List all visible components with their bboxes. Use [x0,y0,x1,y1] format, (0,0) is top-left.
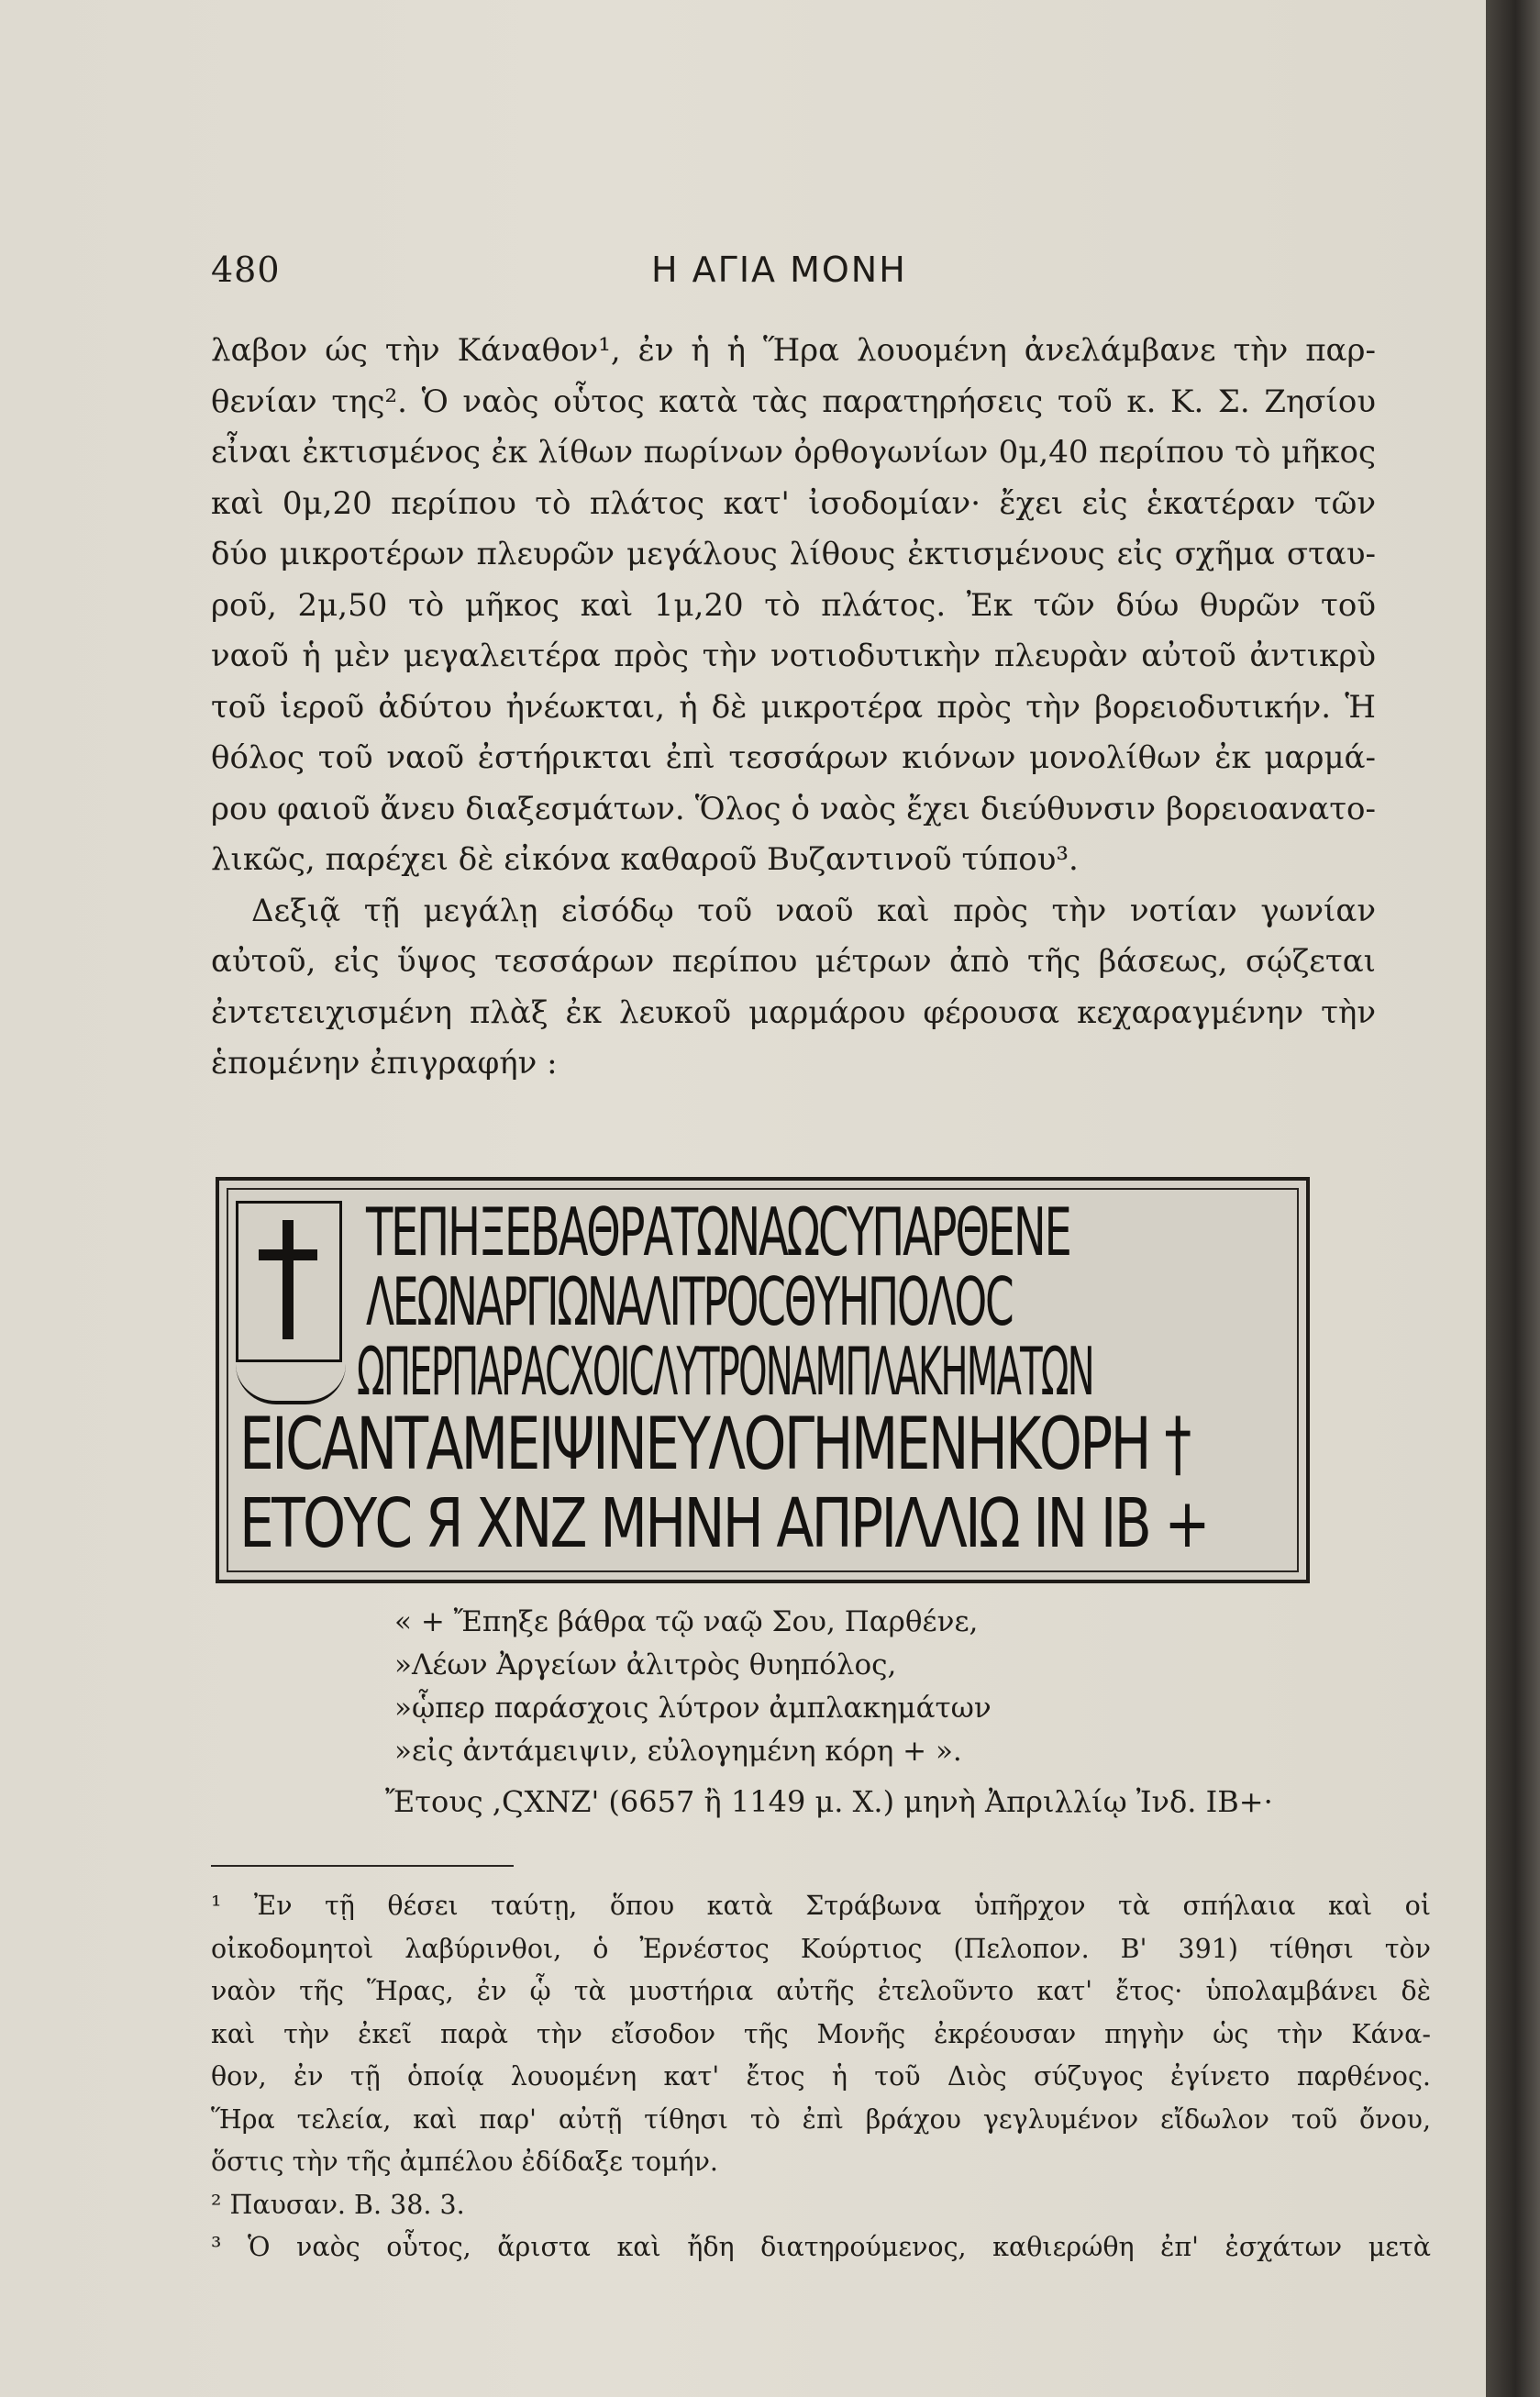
verse-line: « + Ἔπηξε βάθρα τῷ ναῷ Σου, Παρθένε, [394,1605,979,1638]
footnote-line: ³ Ὁ ναὸς οὗτος, ἄριστα καὶ ἤδη διατηρούμενος, καθιερώθη ἐπ' ἐσχάτων μετὰ [211,2232,1431,2262]
text-line: ἑπομένην ἐπιγραφήν : [211,1045,558,1082]
text-line: θόλος τοῦ ναοῦ ἐστήρικται ἐπὶ τεσσάρων κιόνων μονολίθων ἐκ μαρμά- [211,739,1376,776]
page-header [211,250,1367,305]
inscription-line: ΕΙCΑΝΤΑΜΕΙΨΙΝΕΥΛΟΓΗΜΕΝΗΚΟΡΗ † [239,1404,1190,1486]
footnote-line: καὶ τὴν ἐκεῖ παρὰ τὴν εἴσοδον τῆς Μονῆς ἐκρέουσαν πηγὴν ὡς τὴν Κάνα- [211,2018,1431,2049]
verse-line: »ᾧπερ παράσχοις λύτρον ἀμπλακημάτων [394,1692,992,1725]
text-line: θενίαν της². Ὁ ναὸς οὗτος κατὰ τὰς παρατηρήσεις τοῦ κ. Κ. Σ. Ζησίου [211,383,1376,420]
inscription-line: ΤΕΠΗΞΕΒΑΘΡΑΤΩΝΑΩCΥΠΑΡΘΕΝΕ [366,1193,1070,1271]
inscription-line: ΕΤΟΥC Я ΧΝΖ ΜΗΝΗ ΑΠΡΙΛΛΙΩ ΙΝ ΙΒ + [239,1484,1208,1563]
date-line: Ἔτους ,ϚΧΝΖ' (6657 ἢ 1149 μ. Χ.) μηνὴ Ἀπριλλίῳ Ἰνδ. ΙΒ+· [385,1784,1273,1819]
text-line: ἐντετειχισμένη πλὰξ ἐκ λευκοῦ μαρμάρου φέρουσα κεχαραγμένην τὴν [211,993,1376,1031]
text-line: Δεξιᾷ τῇ μεγάλῃ εἰσόδῳ τοῦ ναοῦ καὶ πρὸς τὴν νοτίαν γωνίαν [251,892,1376,929]
main-text [211,326,1376,1090]
text-line: ρου φαιοῦ ἄνευ διαξεσμάτων. Ὅλος ὁ ναὸς ἔχει διεύθυνσιν βορειοανατο- [211,790,1376,827]
footnote-line: θον, ἐν τῇ ὁποίᾳ λουομένη κατ' ἔτος ἡ τοῦ Διὸς σύζυγος ἐγίνετο παρθένος. [211,2061,1431,2092]
text-line: δύο μικροτέρων πλευρῶν μεγάλους λίθους ἐκτισμένους εἰς σχῆμα σταυ- [211,536,1376,572]
inscription-line: ΛΕΩΝΑΡΓΙΩΝΑΛΙΤΡΟCΘΥΗΠΟΛΟC [366,1263,1013,1340]
text-line: αὐτοῦ, εἰς ὕψος τεσσάρων περίπου μέτρων ἀπὸ τῆς βάσεως, σῴζεται [211,943,1376,980]
cross-icon [236,1201,342,1362]
footnote-line: ὅστις τὴν τῆς ἀμπέλου ἐδίδαξε τομήν. [211,2147,718,2177]
running-title: Η ΑΓΙΑ ΜΟΝΗ [651,250,907,290]
footnote-divider [211,1865,514,1867]
text-line: ναοῦ ἡ μὲν μεγαλειτέρα πρὸς τὴν νοτιοδυτικὴν πλευρὰν αὐτοῦ ἀντικρὺ [211,638,1376,674]
footnote-line: Ἥρα τελεία, καὶ παρ' αὐτῇ τίθησι τὸ ἐπὶ βράχου γεγλυμένον εἴδωλον τοῦ ὄνου, [211,2103,1431,2135]
footnote-line: οἰκοδομητοὶ λαβύρινθοι, ὁ Ἐρνέστος Κούρτιος (Πελοπον. Β' 391) τίθησι τὸν [211,1933,1431,1964]
footnote-line: ναὸν τῆς Ἥρας, ἐν ᾧ τὰ μυστήρια αὐτῆς ἐτελοῦντο κατ' ἔτος· ὑπολαμβάνει δὲ [211,1976,1431,2006]
inscription-line: ΩΠΕΡΠΑΡΑCΧΟΙCΛΥΤΡΟΝΑΜΠΛΑΚΗΜΑΤΩΝ [357,1333,1093,1410]
inscription-transcription [394,1601,1220,1773]
verse-line: »εἰς ἀντάμειψιν, εὐλογημένη κόρη + ». [394,1735,962,1768]
footnotes [211,1885,1431,2269]
text-line: λαβον ώς τὴν Κάναθον¹, ἐν ἡ ἡ Ἥρα λουομένη ἀνελάμβανε τὴν παρ- [211,332,1376,369]
text-line: εἶναι ἐκτισμένος ἐκ λίθων πωρίνων ὀρθογωνίων 0μ,40 περίπου τὸ μῆκος [211,434,1376,471]
verse-line: »Λέων Ἀργείων ἀλιτρὸς θυηπόλος, [394,1648,897,1681]
footnote-line: ¹ Ἐν τῇ θέσει ταύτῃ, ὅπου κατὰ Στράβωνα ὑπῆρχον τὰ σπήλαια καὶ οἱ [211,1891,1431,1921]
text-line: λικῶς, παρέχει δὲ εἰκόνα καθαροῦ Βυζαντινοῦ τύπου³. [211,841,1079,878]
footnote-line: ² Παυσαν. Β. 38. 3. [211,2189,465,2220]
inscription-drawing [216,1177,1310,1583]
text-line: ροῦ, 2μ,50 τὸ μῆκος καὶ 1μ,20 τὸ πλάτος. Ἐκ τῶν δύω θυρῶν τοῦ [211,586,1376,624]
text-line: καὶ 0μ,20 περίπου τὸ πλάτος κατ' ἰσοδομίαν· ἔχει εἰς ἑκατέραν τῶν [211,484,1376,522]
text-line: τοῦ ἱεροῦ ἀδύτου ἠνέωκται, ἡ δὲ μικροτέρα πρὸς τὴν βορειοδυτικήν. Ἡ [211,688,1376,726]
page-number: 480 [211,250,281,290]
book-spine-edge [1486,0,1540,2397]
